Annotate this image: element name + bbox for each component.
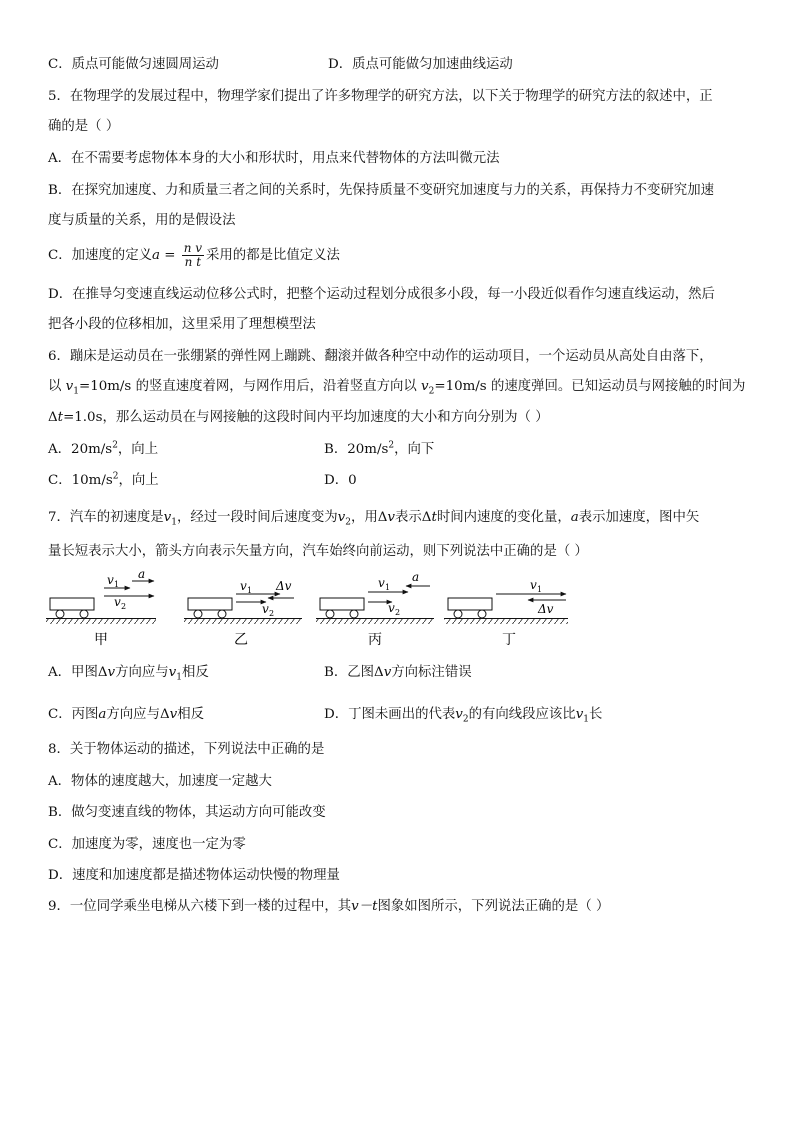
q6-v2-sub: 2 [428,386,435,397]
q6-option-c-tail: ，向上 [118,473,159,488]
q7-text: ，经过一段时间后速度变为 [176,510,338,525]
panel-jia [46,567,156,648]
v1-sub: 1 [247,586,253,595]
q6-stem-line1: 6．蹦床是运动员在一张绷紧的弹性网上蹦跳、翻滚并做各种空中动作的运动项目，一个运动员从高处自由落下， [48,349,713,364]
v2-sub: 2 [395,608,401,617]
q5-option-a: A．在不需要考虑物体本身的大小和形状时，用点来代替物体的方法叫微元法 [48,151,500,166]
panel-yi [184,579,302,648]
q7-text: 7．汽车的初速度是 [48,510,164,525]
ground-hatch [184,619,302,624]
q8-option-c: C．加速度为零，速度也一定为零 [48,837,246,852]
q6-option-d: D．0 [324,473,357,488]
panel-label-yi: 乙 [234,632,248,648]
panel-label-ding: 丁 [502,632,516,648]
q5-fraction-numerator: n v [183,241,203,255]
q6-text: =10m/s 的竖直速度着网，与网作用后，沿着竖直方向以 [78,379,422,394]
q6-t: t [57,410,64,425]
q4-option-c: C．质点可能做匀速圆周运动 [48,57,219,72]
q7-var: v [107,665,116,680]
q7-option-c [48,706,204,724]
q7-stem-line1 [48,509,699,527]
q6-stem-line3 [48,409,549,427]
q5-fraction-denominator: n t [184,255,202,269]
q7-v1-sub: 1 [171,517,177,528]
q7-var: v [455,707,463,722]
a-label: a [412,570,420,584]
q7-sub: 2 [462,714,469,725]
v2-sub: 2 [269,609,275,618]
q6-option-c-text: C．10m/s [48,473,113,488]
q7-v2: v [337,510,346,525]
q9-stem [48,898,609,916]
v2-label: v [388,601,395,615]
car-body [448,598,492,610]
q5-option-c-suffix: 采用的都是比值定义法 [206,248,340,263]
q7-text: 的有向线段应该比 [468,707,576,722]
q7-var: v [168,665,177,680]
q6-option-a-text: A．20m/s [48,442,113,457]
car-wheel [478,610,486,618]
q6-text: =1.0s，那么运动员在与网接触的这段时间内平均加速度的大小和方向分别为（ ） [63,410,549,425]
q7-text: 长 [589,707,603,722]
q5-option-c-eq: = [159,248,180,263]
q6-v2: v [421,379,429,394]
q5-option-c-var: a [151,248,160,263]
q7-var: a [98,707,107,722]
q5-option-b-line2: 度与质量的关系，用的是假设法 [48,213,236,228]
q6-v1: v [65,379,74,394]
v1-label: v [378,576,385,590]
q6-option-b [324,441,434,459]
q7-sub: 1 [583,714,590,725]
q7-text: 表示Δ [395,510,432,525]
panel-ding [444,578,568,648]
car-body [188,598,232,610]
q7-option-a [48,664,209,682]
q7-text: B．乙图Δ [324,665,384,680]
v2-label: v [114,595,121,609]
q7-text: 表示加速度，图中矢 [578,510,700,525]
q7-var: v [575,707,584,722]
q5-stem-line2: 确的是（ ） [48,119,120,134]
q7-text: 相反 [177,707,204,722]
panel-label-bing: 丙 [368,632,382,648]
q5-option-c-prefix: C．加速度的定义 [48,248,152,263]
q6-v1-sub: 1 [73,386,79,397]
q7-text: ，用Δ [350,510,388,525]
car-wheel [194,610,202,618]
q5-option-b-line1: B．在探究加速度、力和质量三者之间的关系时，先保持质量不变研究加速度与力的关系，再保持力不变研究加速 [48,183,714,198]
v1-sub: 1 [114,580,120,589]
q7-option-b [324,664,472,682]
q9-text: 图象如图所示，下列说法正确的是（ ） [377,899,610,914]
car-body [320,598,364,610]
q7-text: C．丙图 [48,707,99,722]
q5-option-d-line1: D．在推导匀变速直线运动位移公式时，把整个运动过程划分成很多小段，每一小段近似看作匀速直线运动，然后 [48,287,715,302]
q6-stem-line2 [48,378,745,396]
v1-label: v [530,578,537,592]
q6-option-b-text: B．20m/s [324,442,389,457]
q7-dv: v [387,510,395,525]
q7-text: 方向应与Δ [106,707,170,722]
q6-option-c-sup: 2 [112,471,119,482]
panel-bing [316,570,434,648]
q5-option-d-line2: 把各小段的位移相加，这里采用了理想模型法 [48,317,316,332]
q6-option-a-tail: ，向上 [117,442,159,457]
q6-text: Δ [48,410,58,425]
ground-hatch [46,619,156,624]
q6-option-a-sup: 2 [112,440,118,451]
panel-label-jia: 甲 [94,632,108,648]
q7-text: D．丁图未画出的代表 [324,707,456,722]
dv-label: Δv [276,579,292,593]
q8-option-a: A．物体的速度越大，加速度一定越大 [48,774,272,789]
q7-text: 方向标注错误 [391,665,472,680]
v2-sub: 2 [121,602,127,611]
a-label: a [138,567,146,581]
car-wheel [350,610,358,618]
q6-option-b-tail: ，向下 [394,442,435,457]
car-wheel [326,610,334,618]
q6-option-b-sup: 2 [388,440,395,451]
v1-label: v [107,573,114,587]
q7-stem-line2: 量长短表示大小，箭头方向表示矢量方向，汽车始终向前运动，则下列说法中正确的是（ ） [48,544,588,559]
q7-sub: 1 [176,672,182,683]
v1-label: v [240,579,247,593]
q7-text: A．甲图Δ [48,665,108,680]
q7-figure [40,566,760,652]
q9-text: 9．一位同学乘坐电梯从六楼下到一楼的过程中，其 [48,899,352,914]
v2-label: v [262,602,269,616]
q7-v1: v [163,510,172,525]
v1-sub: 1 [537,585,543,594]
q8-stem: 8．关于物体运动的描述，下列说法中正确的是 [48,742,325,757]
q7-option-d [324,706,602,724]
q6-option-a [48,441,158,459]
q4-option-d: D．质点可能做匀加速曲线运动 [328,57,513,72]
q9-vt: v－t [351,899,378,914]
q7-var: v [169,707,178,722]
q6-option-c [48,472,159,490]
v1-sub: 1 [385,583,391,592]
q6-text: =10m/s 的速度弹回。已知运动员与网接触的时间为 [434,379,746,394]
car-wheel [218,610,226,618]
car-wheel [454,610,462,618]
car-body [50,598,94,610]
q6-text: 以 [48,379,66,394]
car-wheel [56,610,64,618]
q7-v2-sub: 2 [345,517,351,528]
q8-option-d: D．速度和加速度都是描述物体运动快慢的物理量 [48,868,340,883]
q7-var: v [383,665,392,680]
q7-text: 方向应与 [115,665,169,680]
q5-fraction [182,242,204,269]
q7-dt: t [431,510,437,525]
q5-stem-line1: 5．在物理学的发展过程中，物理学家们提出了许多物理学的研究方法，以下关于物理学的研究方法的叙述中，正 [48,89,713,104]
q7-a: a [570,510,579,525]
q7-text: 时间内速度的变化量， [436,510,571,525]
q7-text: 相反 [181,665,209,680]
q5-option-c [48,241,340,271]
dv-label: Δv [538,602,554,616]
ground-hatch [316,619,434,624]
q8-option-b: B．做匀变速直线的物体，其运动方向可能改变 [48,805,326,820]
car-wheel [80,610,88,618]
ground-hatch [444,619,568,624]
